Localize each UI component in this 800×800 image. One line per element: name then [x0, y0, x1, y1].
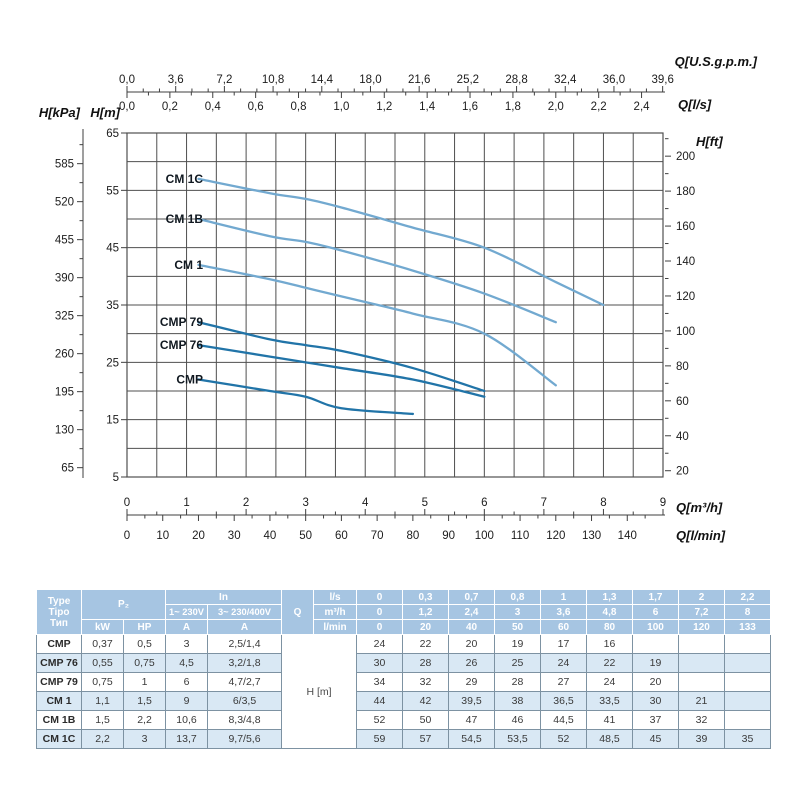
h-value-cell: 52 — [357, 711, 403, 730]
q-value-m3h-cell: 8 — [725, 605, 771, 620]
table-row-CM-1C — [37, 730, 771, 749]
ls-tick-label: 1,0 — [333, 101, 350, 113]
ls-tick-label: 1,4 — [419, 101, 436, 113]
ls-tick-label: 2,0 — [547, 101, 564, 113]
lmin-tick-label: 30 — [227, 530, 241, 542]
axis-title-ft: H[ft] — [696, 134, 723, 149]
ls-tick-label: 0,8 — [290, 101, 307, 113]
kw-cell: 1,1 — [82, 692, 124, 711]
kpa-tick-label: 325 — [54, 310, 74, 323]
axis-title-m: H[m] — [90, 105, 120, 120]
m-tick-label: 5 — [112, 472, 119, 484]
type-cell: CM 1C — [37, 730, 82, 749]
h-value-cell: 34 — [357, 673, 403, 692]
gpm-tick-label: 14,4 — [310, 74, 333, 86]
h-value-cell: 20 — [633, 673, 679, 692]
gpm-tick-label: 36,0 — [602, 74, 626, 86]
h-value-cell: 24 — [357, 635, 403, 654]
lmin-tick-label: 100 — [474, 530, 494, 542]
m3h-tick-label: 0 — [123, 497, 131, 509]
lmin-tick-label: 110 — [510, 530, 530, 542]
h-value-cell: 50 — [403, 711, 449, 730]
ft-tick-label: 20 — [676, 465, 689, 478]
m3h-tick-label: 3 — [302, 497, 309, 509]
gpm-tick-label: 3,6 — [167, 74, 184, 86]
specs-table-container — [36, 589, 771, 749]
gpm-tick-label: 18,0 — [359, 74, 382, 86]
ft-tick-label: 80 — [676, 360, 689, 373]
a3-cell: 3,2/1,8 — [208, 654, 282, 673]
type-cell: CM 1B — [37, 711, 82, 730]
h-value-cell — [679, 635, 725, 654]
q-value-m3h-cell: 6 — [633, 605, 679, 620]
ls-tick-label: 0,2 — [161, 101, 178, 113]
h-value-cell: 33,5 — [587, 692, 633, 711]
ft-tick-label: 160 — [676, 221, 696, 234]
q-value-m3h-cell: 3,6 — [541, 605, 587, 620]
a1-cell: 13,7 — [166, 730, 208, 749]
h-value-cell: 19 — [495, 635, 541, 654]
kpa-tick-label: 455 — [54, 234, 74, 247]
curve-label-CM-1B: CM 1B — [165, 212, 203, 226]
ft-tick-label: 140 — [676, 256, 696, 269]
q-value-m3h-cell: 3 — [495, 605, 541, 620]
q-value-ls-cell: 1,7 — [633, 590, 679, 605]
h-value-cell: 59 — [357, 730, 403, 749]
table-header-row — [37, 590, 771, 605]
ls-tick-label: 2,2 — [590, 101, 607, 113]
m3h-tick-label: 5 — [421, 497, 428, 509]
h-value-cell: 42 — [403, 692, 449, 711]
q-value-m3h-cell: 0 — [357, 605, 403, 620]
in-3ph-cell: 3~ 230/400V — [208, 605, 282, 620]
q-header-cell: Q — [282, 590, 314, 635]
a3-cell: 2,5/1,4 — [208, 635, 282, 654]
hp-cell: 2,2 — [124, 711, 166, 730]
m3h-tick-label: 2 — [242, 497, 250, 509]
q-value-lmin-cell: 20 — [403, 620, 449, 635]
lmin-tick-label: 20 — [192, 530, 205, 542]
lmin-tick-label: 40 — [263, 530, 277, 542]
m-tick-label: 15 — [106, 414, 119, 427]
q-value-m3h-cell: 7,2 — [679, 605, 725, 620]
pump-specs-table — [36, 589, 771, 749]
curve-label-CMP-79: CMP 79 — [159, 315, 203, 330]
q-value-lmin-cell: 60 — [541, 620, 587, 635]
m3h-tick-label: 1 — [183, 497, 190, 509]
a1-cell: 6 — [166, 673, 208, 692]
q-value-m3h-cell: 4,8 — [587, 605, 633, 620]
lmin-tick-label: 70 — [370, 530, 384, 542]
hp-cell: 1,5 — [124, 692, 166, 711]
q-value-m3h-cell: 2,4 — [449, 605, 495, 620]
gpm-tick-label: 10,8 — [261, 74, 285, 86]
a3-cell: 9,7/5,6 — [208, 730, 282, 749]
h-value-cell: 24 — [541, 654, 587, 673]
h-value-cell: 47 — [449, 711, 495, 730]
a3-cell: 6/3,5 — [208, 692, 282, 711]
h-m-merged-cell: H [m] — [282, 635, 357, 749]
table-row-CM-1B — [37, 711, 771, 730]
type-cell: CMP 76 — [37, 654, 82, 673]
ls-tick-label: 0,0 — [119, 101, 135, 113]
m-tick-label: 65 — [106, 128, 119, 140]
p2-header-cell: P₂ — [82, 590, 166, 620]
h-value-cell: 22 — [403, 635, 449, 654]
axis-title-kpa: H[kPa] — [38, 105, 80, 120]
h-value-cell: 26 — [449, 654, 495, 673]
ft-tick-label: 200 — [676, 151, 696, 164]
hp-unit-cell: HP — [124, 620, 166, 635]
kw-cell: 0,55 — [82, 654, 124, 673]
h-value-cell — [679, 654, 725, 673]
table-row-CM-1 — [37, 692, 771, 711]
hp-cell: 1 — [124, 673, 166, 692]
h-value-cell: 35 — [725, 730, 771, 749]
curve-label-CMP: CMP — [176, 372, 203, 387]
ls-tick-label: 1,2 — [376, 101, 393, 113]
h-value-cell — [725, 692, 771, 711]
q-value-ls-cell: 0,3 — [403, 590, 449, 605]
in-header-cell: In — [166, 590, 282, 605]
type-cell: CMP 79 — [37, 673, 82, 692]
h-value-cell: 25 — [495, 654, 541, 673]
hp-cell: 3 — [124, 730, 166, 749]
axis-title-m3h: Q[m³/h] — [676, 500, 723, 515]
h-value-cell: 39 — [679, 730, 725, 749]
table-row-CMP — [37, 635, 771, 654]
ls-tick-label: 1,6 — [462, 101, 479, 113]
a3-cell: 8,3/4,8 — [208, 711, 282, 730]
table-row-CMP-79 — [37, 673, 771, 692]
q-value-ls-cell: 2,2 — [725, 590, 771, 605]
m-tick-label: 35 — [106, 300, 119, 312]
q-value-lmin-cell: 120 — [679, 620, 725, 635]
h-value-cell — [679, 673, 725, 692]
table-row-CMP-76 — [37, 654, 771, 673]
m3h-tick-label: 8 — [600, 497, 607, 509]
ls-tick-label: 0,4 — [204, 101, 221, 113]
kpa-tick-label: 195 — [54, 386, 74, 399]
table-header-row — [37, 620, 771, 635]
q-unit-m3h-cell: m³/h — [314, 605, 357, 620]
q-value-ls-cell: 1,3 — [587, 590, 633, 605]
axis-title-usgpm: Q[U.S.g.p.m.] — [674, 54, 757, 69]
kpa-tick-label: 585 — [54, 158, 74, 171]
curve-label-CMP-76: CMP 76 — [159, 338, 203, 353]
h-value-cell: 48,5 — [587, 730, 633, 749]
m3h-tick-label: 6 — [481, 497, 488, 509]
q-unit-lmin-cell: l/min — [314, 620, 357, 635]
h-value-cell: 36,5 — [541, 692, 587, 711]
h-value-cell: 16 — [587, 635, 633, 654]
q-value-lmin-cell: 80 — [587, 620, 633, 635]
h-value-cell: 46 — [495, 711, 541, 730]
kpa-tick-label: 260 — [54, 348, 74, 361]
axis-title-ls: Q[l/s] — [678, 97, 712, 112]
m3h-tick-label: 9 — [659, 497, 667, 509]
h-value-cell: 52 — [541, 730, 587, 749]
lmin-tick-label: 10 — [156, 530, 170, 542]
lmin-tick-label: 140 — [617, 530, 637, 542]
hp-cell: 0,75 — [124, 654, 166, 673]
h-value-cell — [633, 635, 679, 654]
q-value-lmin-cell: 0 — [357, 620, 403, 635]
h-value-cell: 54,5 — [449, 730, 495, 749]
gpm-tick-label: 21,6 — [407, 74, 431, 86]
lmin-tick-label: 50 — [299, 530, 313, 542]
ls-tick-label: 2,4 — [633, 101, 650, 113]
type-cell: CM 1 — [37, 692, 82, 711]
kpa-tick-label: 65 — [61, 462, 74, 475]
q-value-m3h-cell: 1,2 — [403, 605, 449, 620]
h-value-cell: 29 — [449, 673, 495, 692]
m-tick-label: 45 — [106, 242, 119, 255]
h-value-cell: 30 — [633, 692, 679, 711]
h-value-cell — [725, 673, 771, 692]
ls-tick-label: 0,6 — [247, 101, 264, 113]
lmin-tick-label: 80 — [406, 530, 420, 542]
q-value-lmin-cell: 133 — [725, 620, 771, 635]
h-value-cell: 41 — [587, 711, 633, 730]
m3h-tick-label: 7 — [540, 497, 548, 509]
lmin-tick-label: 0 — [123, 530, 131, 542]
ls-tick-label: 1,8 — [504, 101, 521, 113]
h-value-cell: 37 — [633, 711, 679, 730]
ft-tick-label: 120 — [676, 290, 696, 303]
kw-cell: 0,37 — [82, 635, 124, 654]
kw-unit-cell: kW — [82, 620, 124, 635]
gpm-tick-label: 28,8 — [505, 74, 528, 86]
h-value-cell: 28 — [495, 673, 541, 692]
h-value-cell — [725, 711, 771, 730]
axis-title-lmin: Q[l/min] — [676, 528, 726, 543]
a1-cell: 10,6 — [166, 711, 208, 730]
h-value-cell: 44,5 — [541, 711, 587, 730]
ft-tick-label: 60 — [676, 395, 689, 408]
kpa-tick-label: 520 — [54, 196, 74, 209]
q-value-lmin-cell: 100 — [633, 620, 679, 635]
h-value-cell: 57 — [403, 730, 449, 749]
h-value-cell: 28 — [403, 654, 449, 673]
gpm-tick-label: 0,0 — [119, 74, 135, 86]
ft-tick-label: 40 — [676, 430, 689, 443]
type-cell: CMP — [37, 635, 82, 654]
kpa-tick-label: 390 — [54, 272, 74, 285]
kw-cell: 1,5 — [82, 711, 124, 730]
q-value-ls-cell: 0,7 — [449, 590, 495, 605]
m-tick-label: 25 — [106, 357, 119, 370]
h-value-cell: 24 — [587, 673, 633, 692]
h-value-cell — [725, 635, 771, 654]
q-value-ls-cell: 0,8 — [495, 590, 541, 605]
kpa-tick-label: 130 — [54, 424, 74, 437]
h-value-cell: 30 — [357, 654, 403, 673]
h-value-cell: 32 — [403, 673, 449, 692]
in-1ph-cell: 1~ 230V — [166, 605, 208, 620]
q-value-ls-cell: 1 — [541, 590, 587, 605]
ft-tick-label: 180 — [676, 186, 696, 199]
a3-cell: 4,7/2,7 — [208, 673, 282, 692]
h-value-cell: 20 — [449, 635, 495, 654]
h-value-cell: 45 — [633, 730, 679, 749]
h-value-cell: 22 — [587, 654, 633, 673]
gpm-tick-label: 39,6 — [651, 74, 674, 86]
q-value-lmin-cell: 40 — [449, 620, 495, 635]
h-value-cell — [725, 654, 771, 673]
gpm-tick-label: 32,4 — [554, 74, 577, 86]
hp-cell: 0,5 — [124, 635, 166, 654]
m-tick-label: 55 — [106, 185, 119, 198]
h-value-cell: 44 — [357, 692, 403, 711]
kw-cell: 2,2 — [82, 730, 124, 749]
gpm-tick-label: 7,2 — [216, 74, 233, 86]
ft-tick-label: 100 — [676, 325, 696, 338]
lmin-tick-label: 120 — [546, 530, 566, 542]
q-unit-ls-cell: l/s — [314, 590, 357, 605]
kw-cell: 0,75 — [82, 673, 124, 692]
gpm-tick-label: 25,2 — [456, 74, 480, 86]
curve-label-CM-1C: CM 1C — [165, 171, 203, 186]
q-value-lmin-cell: 50 — [495, 620, 541, 635]
lmin-tick-label: 90 — [442, 530, 455, 542]
h-value-cell: 53,5 — [495, 730, 541, 749]
lmin-tick-label: 60 — [335, 530, 348, 542]
h-value-cell: 39,5 — [449, 692, 495, 711]
q-value-ls-cell: 0 — [357, 590, 403, 605]
a1-cell: 4,5 — [166, 654, 208, 673]
m3h-tick-label: 4 — [362, 497, 369, 509]
h-value-cell: 27 — [541, 673, 587, 692]
h-value-cell: 17 — [541, 635, 587, 654]
a-unit-cell: A — [208, 620, 282, 635]
curve-label-CM-1: CM 1 — [174, 257, 203, 272]
a-unit-cell: A — [166, 620, 208, 635]
a1-cell: 9 — [166, 692, 208, 711]
h-value-cell: 32 — [679, 711, 725, 730]
h-value-cell: 19 — [633, 654, 679, 673]
h-value-cell: 21 — [679, 692, 725, 711]
type-header-cell: Type Tipo Тип — [37, 590, 82, 635]
h-value-cell: 38 — [495, 692, 541, 711]
q-value-ls-cell: 2 — [679, 590, 725, 605]
a1-cell: 3 — [166, 635, 208, 654]
lmin-tick-label: 130 — [581, 530, 602, 542]
